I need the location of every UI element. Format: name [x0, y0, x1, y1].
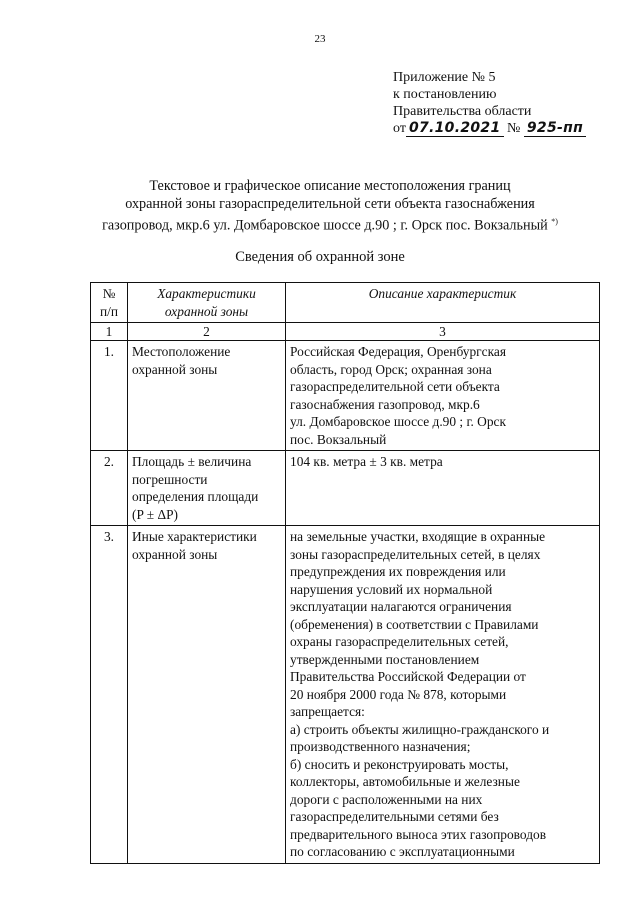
appendix-line-4	[393, 120, 586, 137]
footnote-mark: *)	[551, 217, 558, 226]
table-header-row	[91, 283, 600, 323]
title-line-3	[60, 213, 600, 235]
table-row	[91, 341, 600, 451]
row-number: 3.	[91, 526, 128, 864]
appendix-number-sign: №	[507, 121, 521, 136]
row-characteristic: Площадь ± величина погрешности определения площади (P ± ΔP)	[128, 451, 286, 526]
section-heading: Сведения об охранной зоне	[235, 249, 405, 265]
header-num: № п/п	[91, 283, 128, 323]
column-number: 3	[286, 323, 600, 341]
page-number: 23	[314, 33, 326, 45]
appendix-line-3: Правительства области	[393, 104, 532, 119]
row-description: на земельные участки, входящие в охранные зоны газораспределительных сетей, в целях предупреждения их повреждения или нарушения условий их нормальной эксплуатации налагаются ограничения (обременения) в соответствии с Правилами охраны газораспределительных сетей, утвержденными постановлением Правительства Российской Федерации от 20 ноября 2000 года № 878, которыми запрещается: а) строить объекты жилищно-гражданского и производственного назначения; б) сносить и реконструировать мосты, коллекторы, автомобильные и железные дороги с расположенными на них газораспределительными сетями без предварительного выноса этих газопроводов по согласованию с эксплуатационными	[286, 526, 600, 864]
appendix-line-2: к постановлению	[393, 87, 497, 102]
header-characteristic: Характеристики охранной зоны	[128, 283, 286, 323]
column-number: 1	[91, 323, 128, 341]
row-number: 1.	[91, 341, 128, 451]
row-description: Российская Федерация, Оренбургская область, город Орск; охранная зона газораспределительной сети объекта газоснабжения газопровод, мкр.6 ул. Домбаровское шоссе д.90 ; г. Орск пос. Вокзальный	[286, 341, 600, 451]
row-description: 104 кв. метра ± 3 кв. метра	[286, 451, 600, 526]
row-characteristic: Местоположение охранной зоны	[128, 341, 286, 451]
handwritten-date: 07.10.2021	[406, 120, 504, 137]
appendix-block	[393, 69, 586, 137]
title-line-3-text: газопровод, мкр.6 ул. Домбаровское шоссе д.90 ; г. Орск пос. Вокзальный	[102, 217, 548, 234]
appendix-line-1: Приложение № 5	[393, 70, 496, 85]
handwritten-number: 925-пп	[524, 120, 586, 137]
column-number-row	[91, 323, 600, 341]
document-title	[60, 177, 600, 235]
title-line-1: Текстовое и графическое описание местоположения границ	[149, 178, 511, 194]
protection-zone-table	[90, 282, 600, 864]
table-row	[91, 451, 600, 526]
appendix-from-label: от	[393, 121, 406, 136]
table-row	[91, 526, 600, 864]
row-characteristic: Иные характеристики охранной зоны	[128, 526, 286, 864]
row-number: 2.	[91, 451, 128, 526]
header-description: Описание характеристик	[286, 283, 600, 323]
title-line-2: охранной зоны газораспределительной сети объекта газоснабжения	[125, 196, 535, 212]
column-number: 2	[128, 323, 286, 341]
